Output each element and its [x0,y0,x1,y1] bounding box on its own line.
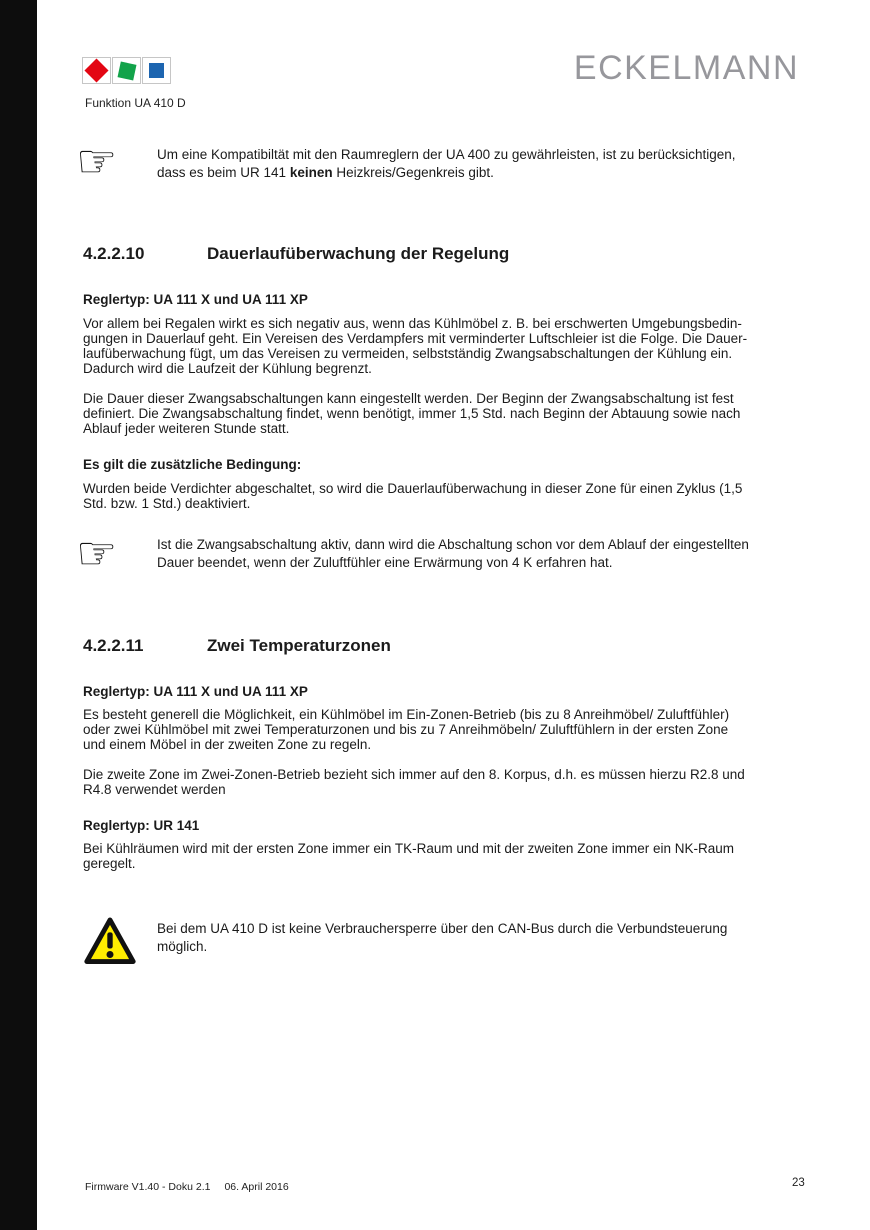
green-square-icon [117,61,136,80]
page-number: 23 [792,1177,805,1189]
footer-info [85,1181,289,1193]
section-heading-4-2-2-11 [83,636,391,656]
paragraph: Wurden beide Verdichter abgeschaltet, so wird die Dauerlaufüberwachung in dieser Zone für einen Zyklus (1,5 Std. bzw. 1 Std.) deaktiviert. [83,481,743,511]
brand-wordmark: ECKELMANN [573,49,799,87]
pointing-hand-icon: ☞ [76,134,118,188]
subhead-reglertyp-1: Reglertyp: UA 111 X und UA 111 XP [83,292,308,307]
blue-square-icon [149,63,164,78]
subhead-reglertyp-2: Reglertyp: UA 111 X und UA 111 XP [83,684,308,699]
note-line: Um eine Kompatibiltät mit den Raumreglern der UA 400 zu gewährleisten, ist zu berücksichtigen, [157,147,736,162]
note-line: dass es beim UR 141 keinen Heizkreis/Gegenkreis gibt. [157,164,494,180]
paragraph: Es besteht generell die Möglichkeit, ein Kühlmöbel im Ein-Zonen-Betrieb (bis zu 8 Anreihmöbel/ Zuluftfühler) oder zwei Kühlmöbel mit zwei Temperaturzonen und bis zu 7 Anreihmöbeln/ Zuluftfühlern in der ersten Zone und einem Möbel in der zweiten Zone zu regeln. [83,707,730,752]
logo-box-green [112,57,141,84]
section-heading-4-2-2-10 [83,244,509,264]
paragraph: Vor allem bei Regalen wirkt es sich negativ aus, wenn das Kühlmöbel z. B. bei erschwerten Umgebungsbedin- gungen in Dauerlauf geht. Ein Vereisen des Verdampfers mit verminderter Luftschleier ist die Folge. Die Dauer- laufüberwachung fügt, um das Vereisen zu vermeiden, selbstständig Zwangsabschaltungen der Kühlung ein. Dadurch wird die Laufzeit der Kühlung begrenzt. [83,316,748,376]
paragraph: Die zweite Zone im Zwei-Zonen-Betrieb bezieht sich immer auf den 8. Korpus, d.h. es müssen hierzu R2.8 und R4.8 verwendet werden [83,767,745,797]
subhead-reglertyp-ur141: Reglertyp: UR 141 [83,818,200,833]
footer-version: Firmware V1.40 - Doku 2.1 [85,1181,211,1193]
note-compatibility [157,146,822,181]
scan-edge-bar [0,0,37,1230]
brand-logo [82,57,172,84]
logo-box-blue [142,57,171,84]
warning-triangle-icon [83,916,137,971]
note-verbrauchersperre: Bei dem UA 410 D ist keine Verbrauchersperre über den CAN-Bus durch die Verbundsteuerung möglich. [157,921,728,954]
red-diamond-icon [84,58,108,82]
section-number: 4.2.2.10 [83,244,145,263]
pointing-hand-icon: ☞ [76,526,118,580]
section-title: Zwei Temperaturzonen [207,636,391,655]
logo-box-red [82,57,111,84]
product-line-label: Funktion UA 410 D [85,96,186,110]
section-title: Dauerlaufüberwachung der Regelung [207,244,510,263]
paragraph: Die Dauer dieser Zwangsabschaltungen kann eingestellt werden. Der Beginn der Zwangsabschaltung ist fest definiert. Die Zwangsabschaltung findet, wenn benötigt, immer 1,5 Std. nach Beginn der Abtauung sowie nach Ablauf jeder weiteren Stunde statt. [83,391,741,436]
note-zwangsabschaltung: Ist die Zwangsabschaltung aktiv, dann wird die Abschaltung schon vor dem Ablauf der eingestellten Dauer beendet, wenn der Zuluftfühler eine Erwärmung von 4 K erfahren hat. [157,537,749,570]
footer-date: 06. April 2016 [224,1181,289,1193]
subhead-bedingung: Es gilt die zusätzliche Bedingung: [83,457,302,472]
section-number: 4.2.2.11 [83,636,144,655]
emphasis-keinen: keinen [289,164,333,180]
paragraph: Bei Kühlräumen wird mit der ersten Zone immer ein TK-Raum und mit der zweiten Zone immer ein NK-Raum geregelt. [83,841,734,871]
